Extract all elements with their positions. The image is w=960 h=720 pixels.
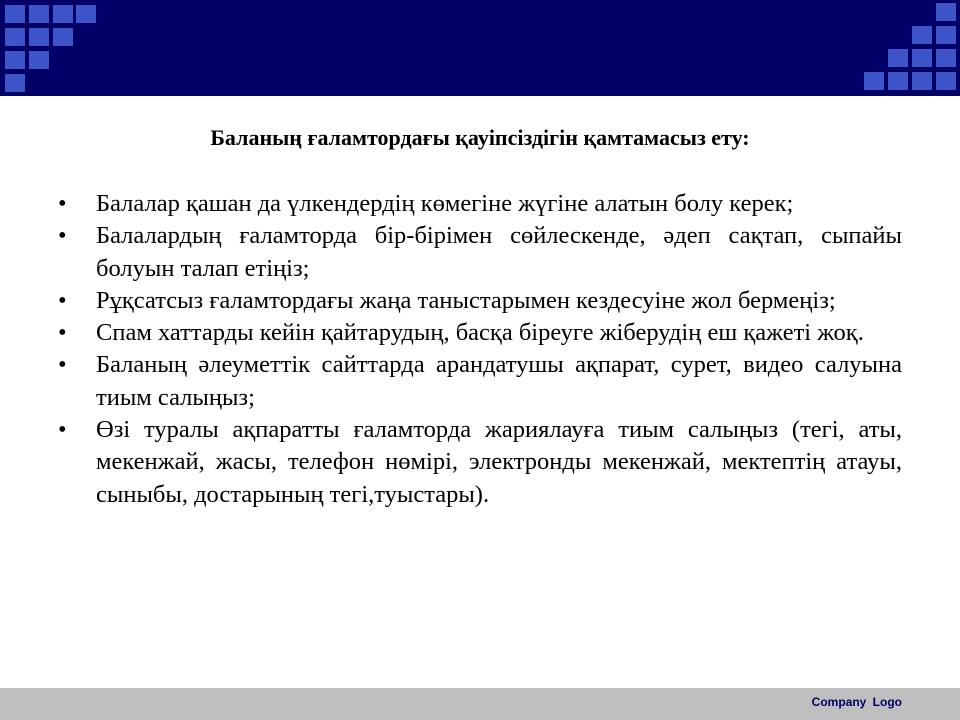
decor-square <box>936 49 956 67</box>
bullet-text: Балалардың ғаламторда бір-бірімен сөйлескенде, әдеп сақтап, сыпайы болуын талап етіңіз; <box>96 222 902 282</box>
bullet-dot-icon: • <box>58 222 67 250</box>
company-logo: Company Logo <box>811 695 902 709</box>
bullet-text: Рұқсатсыз ғаламтордағы жаңа таныстарымен кездесуіне жол бермеңіз; <box>96 286 836 314</box>
decor-square <box>912 49 932 67</box>
decor-square <box>864 72 884 90</box>
decor-square <box>5 28 25 46</box>
bullet-dot-icon: • <box>58 416 67 444</box>
bullet-item <box>58 349 902 414</box>
bullet-dot-icon: • <box>58 190 67 217</box>
decor-square <box>29 5 49 23</box>
slide-title: Баланың ғаламтордағы қауіпсіздігін қамтамасыз ету: <box>210 125 750 150</box>
decor-square <box>5 51 25 69</box>
bullet-item <box>58 285 902 317</box>
decor-square <box>5 74 25 92</box>
decor-square <box>936 3 956 21</box>
bullet-item <box>58 414 902 511</box>
decor-square <box>912 26 932 44</box>
decor-square <box>936 26 956 44</box>
bullet-dot-icon: • <box>58 319 67 347</box>
decor-square <box>53 5 73 23</box>
bullet-item <box>58 317 902 349</box>
bullet-dot-icon: • <box>58 286 67 314</box>
decor-square <box>912 72 932 90</box>
decor-square <box>888 49 908 67</box>
bullet-item <box>58 188 902 220</box>
header-banner <box>0 0 960 96</box>
footer-bar <box>0 688 960 720</box>
decor-square <box>888 72 908 90</box>
bullet-dot-icon: • <box>58 351 67 379</box>
decor-square <box>29 51 49 69</box>
bullet-text: Спам хаттарды кейін қайтарудың, басқа біреуге жіберудің еш қажеті жоқ. <box>96 319 864 347</box>
decor-square <box>936 72 956 90</box>
decor-square <box>5 5 25 23</box>
decor-square <box>29 28 49 46</box>
bullet-list <box>58 188 902 511</box>
bullet-text: Баланың әлеуметтік сайттарда арандатушы ақпарат, сурет, видео салуына тиым салыңыз; <box>96 351 902 411</box>
decor-square <box>76 5 96 23</box>
decor-square <box>53 28 73 46</box>
bullet-item <box>58 220 902 285</box>
bullet-text: Өзі туралы ақпаратты ғаламторда жариялауға тиым салыңыз (тегі, аты, мекенжай, жасы, телефон нөмірі, электронды мекенжай, мектептің атауы, сыныбы, достарының тегі,туыстары). <box>96 416 902 508</box>
bullet-text: Балалар қашан да үлкендердің көмегіне жүгіне алатын болу керек; <box>96 190 794 217</box>
